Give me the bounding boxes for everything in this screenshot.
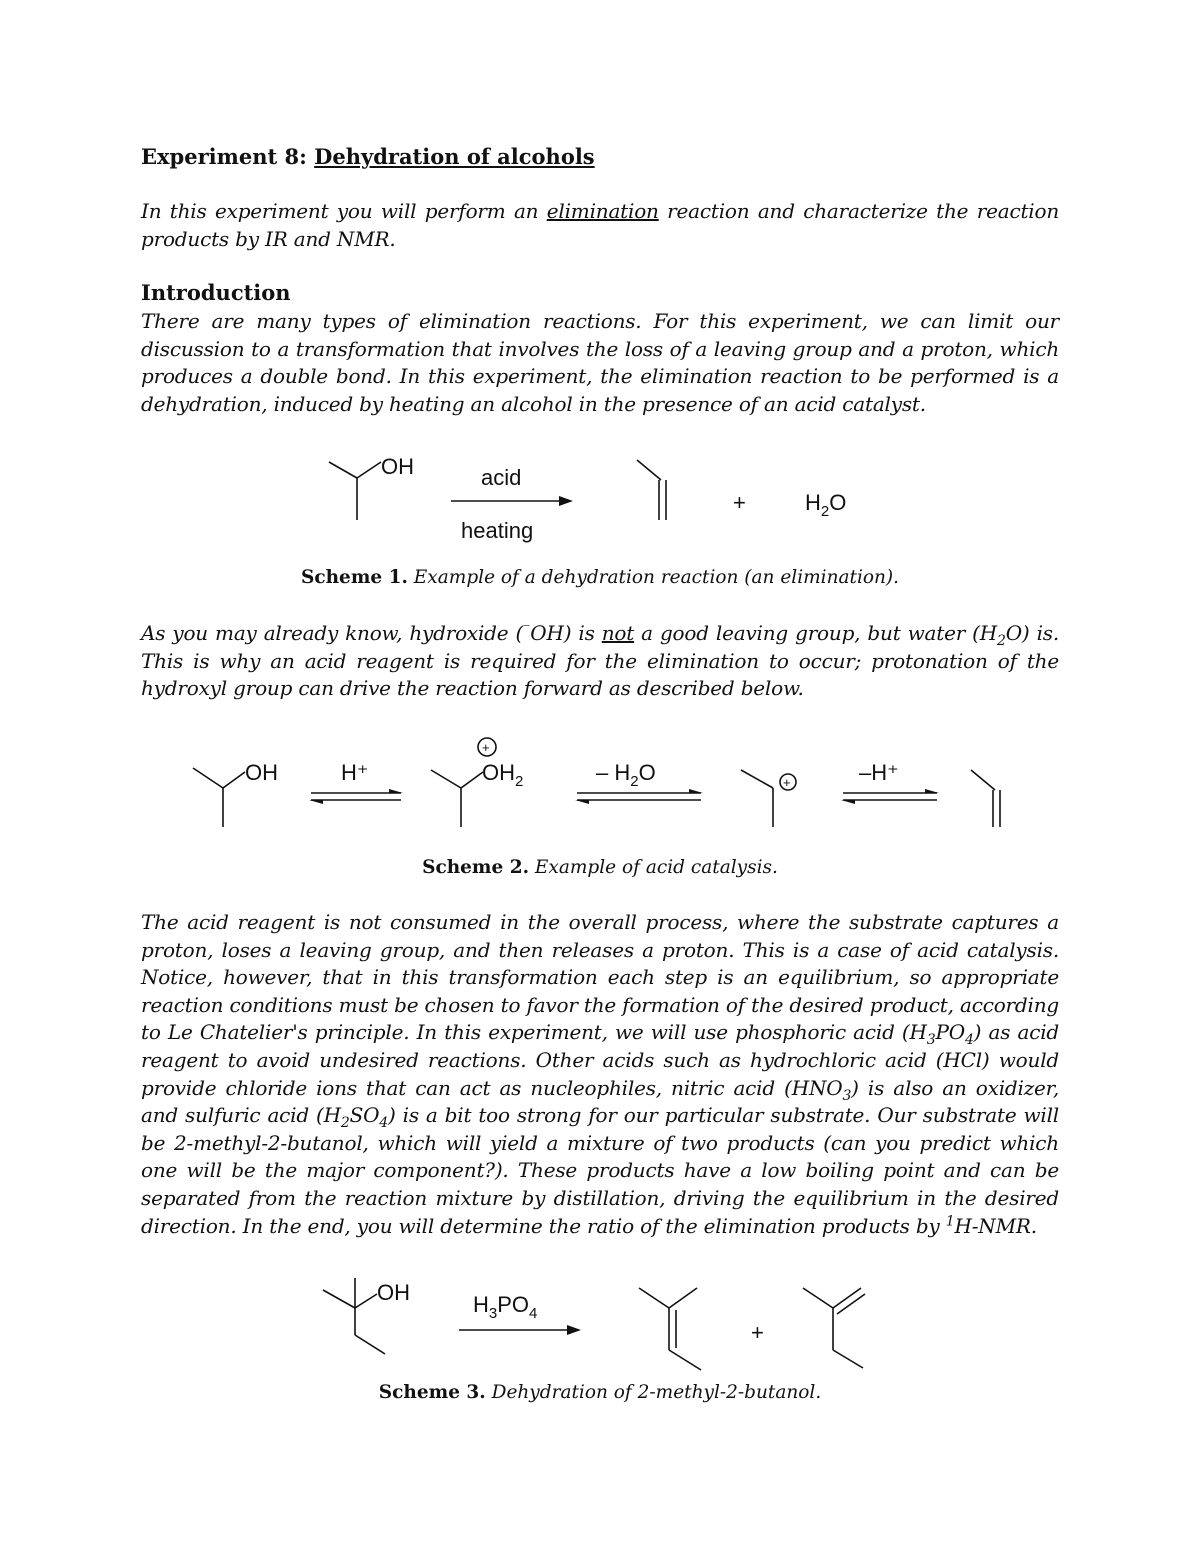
bond [431, 770, 461, 788]
arrow-head [389, 789, 403, 793]
introduction-heading: Introduction [141, 280, 291, 305]
bond [971, 770, 995, 790]
caption-label: Scheme 2. [422, 857, 530, 878]
heating-label: heating [461, 518, 534, 543]
h-plus-label: H⁺ [341, 760, 369, 785]
bond [329, 462, 357, 478]
bond [355, 1335, 385, 1354]
double-bond [837, 1294, 865, 1314]
carbocation-plus: + [783, 775, 791, 790]
arrow-head [925, 789, 939, 793]
bond [803, 1288, 833, 1308]
scheme-1-caption [141, 567, 1059, 588]
bond [637, 460, 661, 480]
elimination-term: elimination [546, 199, 659, 223]
scheme-1-diagram [141, 440, 1059, 555]
intro-text: In this experiment you will perform an [141, 199, 547, 223]
arrow-head [575, 800, 589, 804]
bond [223, 772, 245, 788]
arrow-head [567, 1325, 581, 1335]
intro-text-end: reaction and characterize the reaction products by IR and NMR. [141, 199, 1060, 251]
oh-label: OH [245, 760, 278, 785]
water-label: $H_2O$ [805, 490, 847, 520]
scheme-2-caption [141, 857, 1059, 878]
arrow-head [559, 496, 573, 506]
caption-text: Example of acid catalysis. [529, 857, 778, 878]
bond [669, 1288, 697, 1308]
caption-label: Scheme 3. [378, 1382, 486, 1403]
scheme-3-caption [141, 1382, 1059, 1403]
bond [461, 772, 483, 788]
paragraph-1: There are many types of elimination reactions. For this experiment, we can limit our discussion to a transformation that involves the loss of a leaving group and a proton, which produces a double bond. In this experiment, the elimination reaction to be performed is a dehydration, induced by heating an alcohol in the presence of an acid catalyst. [141, 309, 1059, 416]
bond [833, 1350, 863, 1368]
bond [639, 1288, 669, 1308]
oh2-label: $OH_2$ [482, 760, 524, 790]
arrow-head [841, 800, 855, 804]
minus-water-label: – $H_2O$ [596, 760, 656, 790]
bond [193, 768, 223, 788]
oh-label: OH [381, 454, 414, 479]
caption-text: Dehydration of 2-methyl-2-butanol. [485, 1382, 822, 1403]
page-title [141, 144, 595, 169]
title-prefix: Experiment 8: [141, 144, 307, 169]
arrow-head [309, 800, 323, 804]
caption-label: Scheme 1. [300, 567, 408, 588]
not-emphasis: not [601, 621, 635, 645]
plus-sign: + [733, 490, 746, 515]
scheme-2-structures [141, 730, 1059, 840]
paragraph-2: As you may already know, hydroxide (⁻OH) is not a good leaving group, but water $(H_2O)$ is. This is why an acid reagent is required for the elimination to occur; protonation of the hydroxyl group can drive the reaction forward as described below. [141, 620, 1059, 701]
acid-label: acid [481, 465, 522, 490]
bond [323, 1290, 355, 1308]
bond [355, 1294, 377, 1308]
bond [741, 770, 773, 788]
intro-line [141, 198, 1059, 253]
charge-plus: + [482, 740, 490, 755]
bond [357, 462, 381, 478]
bond [669, 1350, 701, 1370]
minus-h-plus-label: –H⁺ [859, 760, 899, 785]
caption-text: Example of a dehydration reaction (an elimination). [407, 567, 900, 588]
paragraph-3: The acid reagent is not consumed in the overall process, where the substrate captures a proton, loses a leaving group, and then releases a proton. This is a case of acid catalysis. Notice, however, that in this transformation each step is an equilibrium, so appropriate reaction conditions must be chosen to favor the formation of the desired product, according to Le Chatelier's principle. In this experiment, we will use phosphoric acid $(H_3PO_4)$ as acid reagent to avoid undesired reactions. Other acids such as hydrochloric acid (HCl) would provide chloride ions that can act as nucleophiles, nitric acid $(HNO_3)$ is also an oxidizer, and sulfuric acid $(H_2SO_4)$ is a bit too strong for our particular substrate. Our substrate will be 2-methyl-2-butanol, which will yield a mixture of two products (can you predict which one will be the major component?). These products have a low boiling point and can be separated from the reaction mixture by distillation, driving the equilibrium in the desired direction. In the end, you will determine the ratio of the elimination products by $^1$H-NMR. [141, 910, 1059, 1238]
oh-label: OH [377, 1280, 410, 1305]
arrow-head [689, 789, 703, 793]
scheme-3-diagram [141, 1270, 1059, 1380]
plus-sign: + [751, 1320, 764, 1345]
h3po4-label: $H_3PO_4$ [473, 1292, 538, 1322]
title-main: Dehydration of alcohols [314, 144, 595, 169]
double-bond [833, 1288, 861, 1308]
